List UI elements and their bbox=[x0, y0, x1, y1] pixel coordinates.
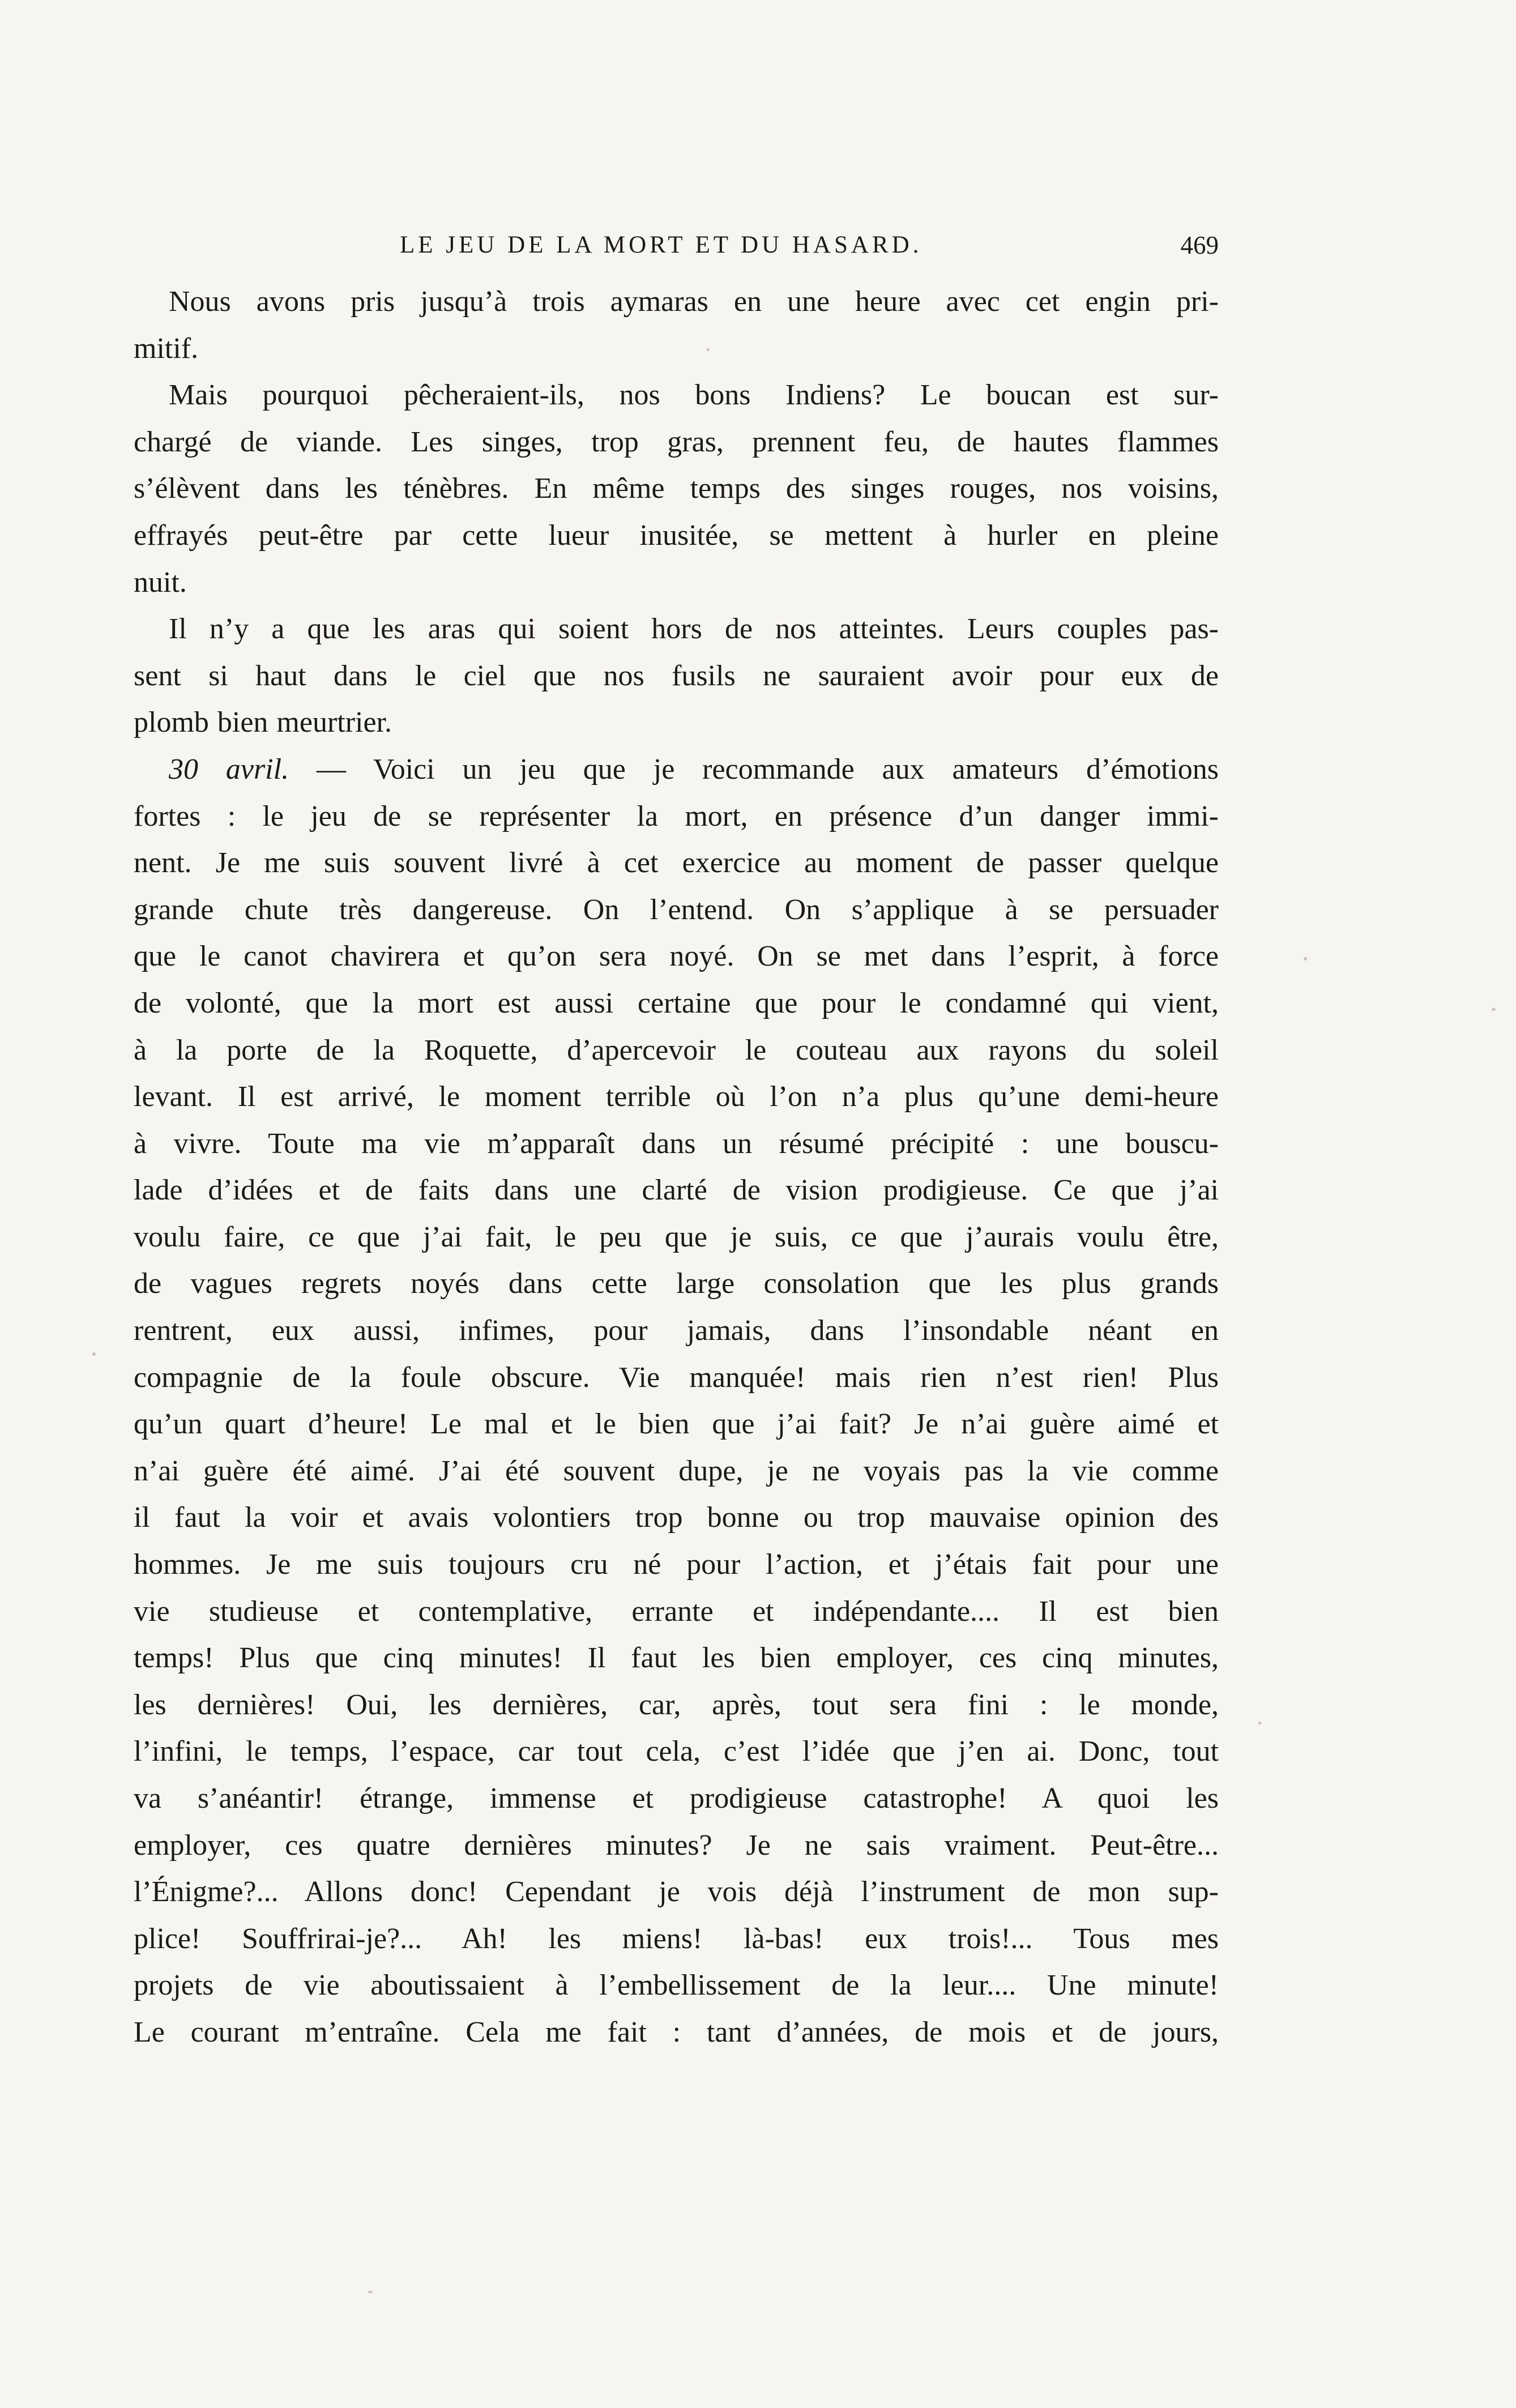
text-line: Nous avons pris jusqu’à trois aymaras en une heure avec cet engin pri- bbox=[169, 285, 1219, 318]
page-number: 469 bbox=[1180, 231, 1219, 259]
text-line: s’élèvent dans les ténèbres. En même temps des singes rouges, nos voisins, bbox=[134, 472, 1219, 505]
paragraph-4 bbox=[134, 746, 1219, 2056]
text-line: rentrent, eux aussi, infimes, pour jamais, dans l’insondable néant en bbox=[134, 1314, 1219, 1347]
text-line: vie studieuse et contemplative, errante et indépendante.... Il est bien bbox=[134, 1595, 1219, 1628]
text-line: à la porte de la Roquette, d’apercevoir le couteau aux rayons du soleil bbox=[134, 1034, 1219, 1066]
text-line: plice! Souffrirai-je?... Ah! les miens! là-bas! eux trois!... Tous mes bbox=[134, 1922, 1219, 1955]
text-line: voulu faire, ce que j’ai fait, le peu que je suis, ce que j’aurais voulu être, bbox=[134, 1220, 1219, 1253]
text-line: qu’un quart d’heure! Le mal et le bien que j’ai fait? Je n’ai guère aimé et bbox=[134, 1408, 1219, 1441]
running-title: LE JEU DE LA MORT ET DU HASARD. bbox=[400, 232, 923, 258]
text-line: Il n’y a que les aras qui soient hors de nos atteintes. Leurs couples pas- bbox=[169, 613, 1219, 646]
paper-speck bbox=[1304, 957, 1307, 960]
paragraph-3 bbox=[134, 606, 1219, 746]
text-line: compagnie de la foule obscure. Vie manquée! mais rien n’est rien! Plus bbox=[134, 1361, 1219, 1394]
text-line-remainder: — Voici un jeu que je recommande aux amateurs d’émotions bbox=[289, 753, 1219, 785]
text-line: les dernières! Oui, les dernières, car, après, tout sera fini : le monde, bbox=[134, 1688, 1219, 1721]
text-line: temps! Plus que cinq minutes! Il faut les bien employer, ces cinq minutes, bbox=[134, 1642, 1219, 1675]
text-line: lade d’idées et de faits dans une clarté de vision prodigieuse. Ce que j’ai bbox=[134, 1174, 1219, 1207]
text-line: nuit. bbox=[134, 566, 187, 599]
body-text bbox=[134, 279, 1219, 2056]
text-line: sent si haut dans le ciel que nos fusils ne sauraient avoir pour eux de bbox=[134, 659, 1219, 692]
text-line: de vagues regrets noyés dans cette large consolation que les plus grands bbox=[134, 1267, 1219, 1300]
text-line: que le canot chavirera et qu’on sera noyé. On se met dans l’esprit, à force bbox=[134, 940, 1219, 973]
text-line: à vivre. Toute ma vie m’apparaît dans un résumé précipité : une bouscu- bbox=[134, 1127, 1219, 1160]
paper-speck bbox=[1258, 1722, 1261, 1724]
text-line: nent. Je me suis souvent livré à cet exercice au moment de passer quelque bbox=[134, 847, 1219, 879]
text-line: l’infini, le temps, l’espace, car tout cela, c’est l’idée que j’en ai. Donc, tout bbox=[134, 1735, 1219, 1768]
paper-speck bbox=[707, 348, 710, 351]
text-line-with-date bbox=[134, 746, 1219, 793]
paper-speck bbox=[92, 1352, 96, 1356]
text-line: Le courant m’entraîne. Cela me fait : tant d’années, de mois et de jours, bbox=[134, 2016, 1219, 2048]
text-line: il faut la voir et avais volontiers trop bonne ou trop mauvaise opinion des bbox=[134, 1501, 1219, 1534]
text-line: grande chute très dangereuse. On l’entend. On s’applique à se persuader bbox=[134, 893, 1219, 926]
text-line: levant. Il est arrivé, le moment terrible où l’on n’a plus qu’une demi-heure bbox=[134, 1081, 1219, 1113]
paper-speck bbox=[1492, 1008, 1496, 1011]
text-line: effrayés peut-être par cette lueur inusitée, se mettent à hurler en pleine bbox=[134, 519, 1219, 552]
date-label: 30 avril. bbox=[169, 753, 289, 785]
text-line: l’Énigme?... Allons donc! Cependant je vois déjà l’instrument de mon sup- bbox=[134, 1876, 1219, 1909]
text-line: n’ai guère été aimé. J’ai été souvent dupe, je ne voyais pas la vie comme bbox=[134, 1454, 1219, 1487]
text-line: de volonté, que la mort est aussi certaine que pour le condamné qui vient, bbox=[134, 987, 1219, 1019]
text-line: Mais pourquoi pêcheraient-ils, nos bons Indiens? Le boucan est sur- bbox=[169, 379, 1219, 412]
text-line: projets de vie aboutissaient à l’embellissement de la leur.... Une minute! bbox=[134, 1969, 1219, 2002]
text-line: fortes : le jeu de se représenter la mort, en présence d’un danger immi- bbox=[134, 800, 1219, 832]
paper-speck bbox=[368, 2291, 373, 2293]
text-line: mitif. bbox=[134, 332, 199, 365]
paragraph-1 bbox=[134, 279, 1219, 372]
paragraph-2 bbox=[134, 372, 1219, 606]
text-line: va s’anéantir! étrange, immense et prodigieuse catastrophe! A quoi les bbox=[134, 1782, 1219, 1814]
text-line: plomb bien meurtrier. bbox=[134, 706, 392, 739]
text-line: hommes. Je me suis toujours cru né pour l’action, et j’étais fait pour une bbox=[134, 1548, 1219, 1581]
text-line: chargé de viande. Les singes, trop gras, prennent feu, de hautes flammes bbox=[134, 425, 1219, 458]
text-line: employer, ces quatre dernières minutes? Je ne sais vraiment. Peut-être... bbox=[134, 1829, 1219, 1861]
running-head bbox=[134, 225, 1219, 265]
